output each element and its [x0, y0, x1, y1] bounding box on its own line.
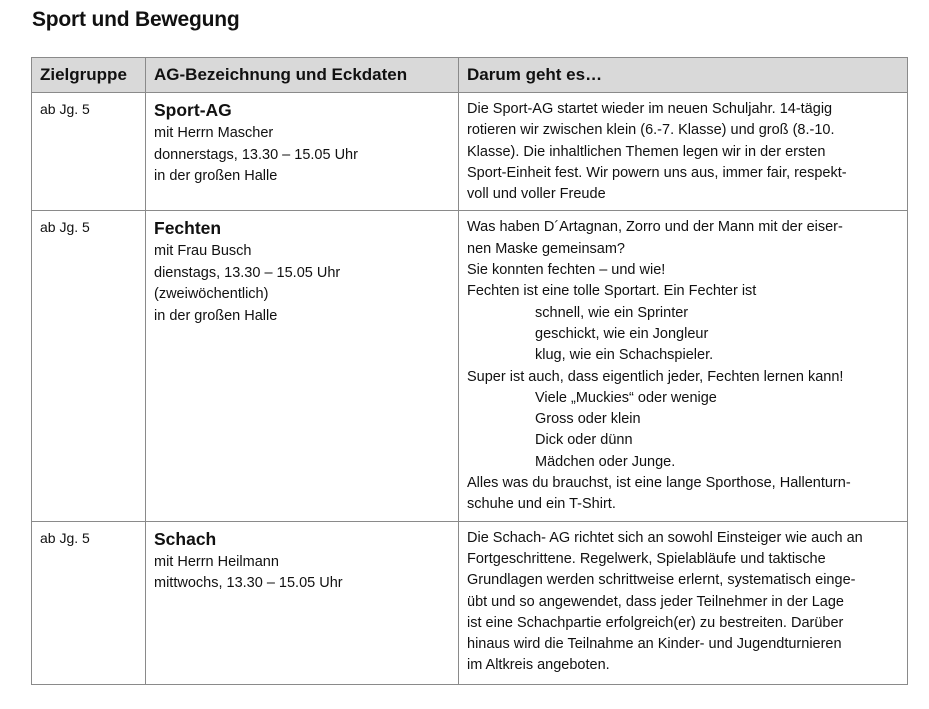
header-darum-geht-es: Darum geht es…: [459, 58, 908, 93]
cell-description: [459, 211, 908, 521]
desc-line-indented: geschickt, wie ein Jongleur: [535, 325, 709, 342]
desc-line-indented: Mädchen oder Junge.: [535, 453, 676, 470]
ag-location: in der großen Halle: [154, 307, 278, 324]
desc-line-indented: klug, wie ein Schachspieler.: [535, 347, 714, 364]
ag-schedule: donnerstags, 13.30 – 15.05 Uhr: [154, 146, 358, 163]
ag-title: Fechten: [154, 218, 222, 239]
cell-zielgruppe: ab Jg. 5: [32, 521, 146, 684]
desc-line: Klasse). Die inhaltlichen Themen legen wir in der ersten: [467, 143, 826, 160]
desc-line: Sie konnten fechten – und wie!: [467, 262, 666, 279]
header-zielgruppe: Zielgruppe: [32, 58, 146, 93]
cell-description: [459, 93, 908, 211]
desc-line: Die Sport-AG startet wieder im neuen Schuljahr. 14-tägig: [467, 101, 833, 117]
ag-teacher: mit Herrn Heilmann: [154, 553, 279, 570]
desc-line: voll und voller Freude: [467, 186, 606, 203]
desc-line: Was haben D´Artagnan, Zorro und der Mann mit der eiser-: [467, 219, 843, 236]
desc-line: Fechten ist eine tolle Sportart. Ein Fechter ist: [467, 283, 757, 300]
ag-schedule: dienstags, 13.30 – 15.05 Uhr: [154, 264, 341, 281]
table-row-fechten: [32, 211, 908, 521]
desc-line: hinaus wird die Teilnahme an Kinder- und Jugendturnieren: [467, 636, 842, 653]
desc-line: im Altkreis angeboten.: [467, 657, 610, 674]
desc-line: Sport-Einheit fest. Wir powern uns aus, immer fair, respekt-: [467, 164, 847, 181]
desc-line: nen Maske gemeinsam?: [467, 240, 625, 257]
ag-frequency: (zweiwöchentlich): [154, 286, 269, 303]
ag-table: [31, 57, 908, 685]
desc-line: rotieren wir zwischen klein (6.-7. Klasse) und groß (8.-10.: [467, 122, 835, 139]
page-title: Sport und Bewegung: [32, 8, 240, 31]
desc-line: Super ist auch, dass eigentlich jeder, Fechten lernen kann!: [467, 368, 844, 385]
desc-line-indented: Gross oder klein: [535, 411, 641, 428]
desc-line-indented: schnell, wie ein Sprinter: [535, 304, 689, 321]
desc-line: Grundlagen werden schrittweise erlernt, systematisch einge-: [467, 572, 856, 589]
desc-line: ist eine Schachpartie erfolgreich(er) zu bestreiten. Darüber: [467, 614, 844, 631]
cell-description: [459, 521, 908, 684]
ag-title: Sport-AG: [154, 100, 232, 120]
desc-line: schuhe und ein T-Shirt.: [467, 496, 616, 513]
cell-ag-details: [146, 521, 459, 684]
desc-line-indented: Dick oder dünn: [535, 432, 633, 449]
ag-schedule: mittwochs, 13.30 – 15.05 Uhr: [154, 575, 343, 592]
desc-line: übt und so angewendet, dass jeder Teilnehmer in der Lage: [467, 593, 844, 610]
header-ag-bezeichnung: AG-Bezeichnung und Eckdaten: [146, 58, 459, 93]
desc-line-indented: Viele „Muckies“ oder wenige: [535, 389, 717, 406]
cell-ag-details: [146, 93, 459, 211]
ag-title: Schach: [154, 528, 217, 549]
table-row-schach: [32, 521, 908, 684]
table-row-sport-ag: [32, 93, 908, 211]
cell-zielgruppe: ab Jg. 5: [32, 93, 146, 211]
desc-line: Alles was du brauchst, ist eine lange Sporthose, Hallenturn-: [467, 475, 851, 492]
desc-line: Fortgeschrittene. Regelwerk, Spielabläufe und taktische: [467, 550, 826, 567]
table-header-row: [32, 58, 908, 93]
ag-teacher: mit Frau Busch: [154, 243, 252, 260]
ag-location: in der großen Halle: [154, 168, 278, 184]
cell-zielgruppe: ab Jg. 5: [32, 211, 146, 521]
desc-line: Die Schach- AG richtet sich an sowohl Einsteiger wie auch an: [467, 529, 863, 546]
ag-teacher: mit Herrn Mascher: [154, 125, 274, 141]
cell-ag-details: [146, 211, 459, 521]
